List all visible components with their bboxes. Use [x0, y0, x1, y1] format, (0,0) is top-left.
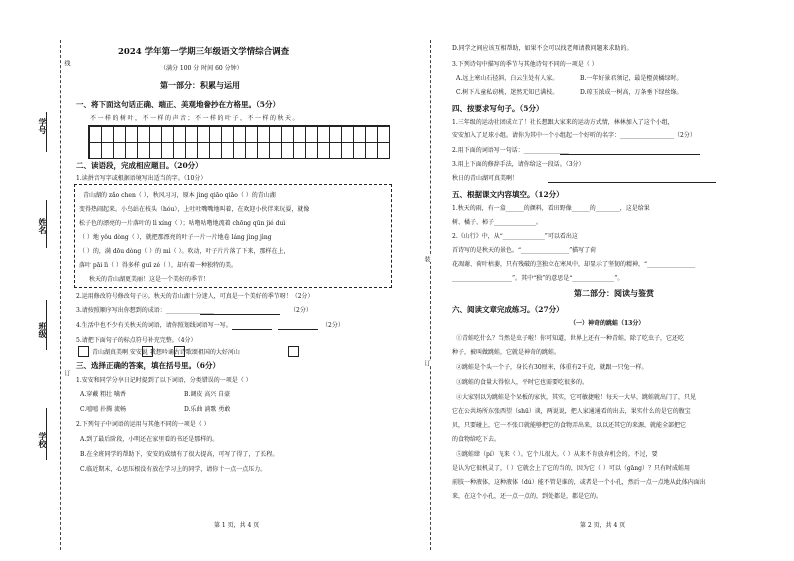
- article-line: ②跳蛙是个头一个子，身长有30厘米，体重有2千克，就跟一只兔一样。: [456, 364, 648, 371]
- q2-sub3: 3.请按照顺序写出你想到的成语：________________: [76, 307, 214, 314]
- page-2-footer: 第 2 页，共 4 页: [580, 522, 626, 529]
- q2-sub3-score: （2分）: [290, 307, 312, 314]
- middle-cut-line: [430, 40, 431, 550]
- q6-title: 六、阅读文章完成练习。（27分）: [452, 305, 564, 314]
- q2-sub2: 2.运用修改符号修改句子②。秋天的青山湖十分迷人，可真是一个美好的季节呀！（2分）: [76, 293, 314, 300]
- class-blank[interactable]: [46, 300, 48, 350]
- article-line: ④大家别以为跳蛙是个呆板的家伙，其实，它可敏捷啦！每天一大早，跳蛙就出门了，只见: [456, 394, 697, 401]
- article-line: 来，在这个小孔，还一点一点的，到处都是，都是它的。: [452, 493, 603, 500]
- q3-2-option-d[interactable]: D.同学之间应该互相帮助，如果不会可以找老师请教问题来求助的。: [452, 45, 633, 52]
- article-line: ①青蛙吃什么？当然是虫子啦！你可知道，世界上还有一种青蛙，除了吃虫子，它还吃: [456, 335, 685, 342]
- q3-1-option[interactable]: B.调皮 高兴 自豪: [184, 391, 231, 398]
- q5-line: 花凋谢、荷叶枯萎，只有残破的茎独立在寒风中，却显示了坚韧的精神，“________________: [452, 261, 696, 268]
- article-line: 的食物给吃下去。: [452, 436, 501, 443]
- q1-writing-grid[interactable]: [88, 125, 390, 159]
- q3-3-option[interactable]: B.一年好景君须记，最是橙黄橘绿时。: [580, 75, 683, 82]
- q2-sub4-blank-1[interactable]: [232, 329, 272, 330]
- q2-title: 二、读语段，完成相应题目。（20分）: [76, 161, 203, 170]
- q3-1-option[interactable]: D.乐曲 淌歌 勇敢: [184, 406, 231, 413]
- article-line: ⑤跳蛙肆（pí）飞来（ ）。它个儿很大。（ ）从来不肯放弃机会的。不过，要: [456, 451, 658, 458]
- article-title: （一）神奇的跳蛙（13分）: [570, 320, 645, 327]
- bind-label: 装: [423, 256, 430, 262]
- q3-2-option[interactable]: C.临近期末，心思压根没有放在学习上的同学，请你十一点一点压力。: [80, 466, 267, 473]
- article-line: 它在公共场所东张西望（shū）谈，两说说，把人家通通看的出去，果实什么的是它的腹宝: [452, 408, 691, 415]
- name-label: 姓名: [38, 218, 48, 234]
- school-label: 学校: [38, 432, 48, 448]
- exam-subtitle: （满分 100 分 时间 60 分钟）: [160, 65, 243, 72]
- q2-sub1: 1.读拼音写字或根据语境写出适当的字。（10分）: [76, 175, 207, 182]
- q3-2-option[interactable]: B.在全班同学的帮助下，安安的成绩有了很大提高，可写了得了，了长程。: [80, 451, 279, 458]
- part2-title: 第二部分：阅读与鉴赏: [574, 288, 654, 298]
- q3-2: 2.下列句子中词语的运用与其他不同的一项是（ ）: [76, 421, 210, 428]
- passage-line: 秋天的青山湖更美丽！这是一个美好的季节！: [89, 276, 210, 283]
- passage-box: [74, 184, 392, 288]
- q4-3-blank[interactable]: [548, 182, 716, 183]
- article-line: 贝，只要碰上，它一不张口就能够把它的食物弄出来，以以还其它的来源，就能全部把它: [452, 422, 687, 429]
- q5-line: 1.秋天的雨，有一盒______的颜料，看田野像______的________，这是给果: [452, 205, 650, 212]
- q5-title: 五、根据课文内容填空。（12分）: [452, 190, 564, 199]
- passage-line: 松子色的漂亮的一片落叶的 lì xíng（ ）；咕噜咕噜地流着 chōng qūn jié duì: [79, 220, 286, 227]
- article-line: 前肢一种液体，这种液体（dú）能不管是谁的，或者是一个小孔，然后一点一点地从此体内面出: [452, 479, 706, 486]
- student-id-label: 学号: [38, 118, 48, 134]
- cut-line: [60, 40, 61, 550]
- q2-sub5-line: 青山湖真美啊 安安说 我想吟诵古诗歌颂祖国的大好河山: [92, 349, 240, 356]
- school-blank[interactable]: [46, 408, 48, 460]
- cut-label-bind: 订: [63, 370, 70, 376]
- q1-sentence: 不一样的树叶，不一样的声音；不一样的叶子，不一样的秋天。: [90, 115, 301, 122]
- punct-box-1[interactable]: [78, 346, 89, 357]
- passage-line: （ ）的，满 dōu dòng（ ）的 mì（ ）。吹动，叶子片片落了下来，那样在上，: [79, 248, 290, 255]
- q3-1-option[interactable]: C.嘻嘻 扑腾 流畅: [80, 406, 127, 413]
- q4-line: 3.用上下面的修辞手法，请你给这一段话。（3分）: [452, 161, 585, 168]
- part1-title: 第一部分：积累与运用: [160, 80, 240, 90]
- punct-box-2[interactable]: [142, 346, 153, 357]
- exam-title: 2024 学年第一学期三年级语文学情综合调查: [118, 47, 290, 57]
- punct-box-4[interactable]: [288, 346, 299, 357]
- q3-3-option[interactable]: C.树下儿童私窃桃，迷然无知已满枝。: [456, 89, 559, 96]
- q5-line: ____________________”。其中“独”的意思是“______________”。: [452, 275, 624, 282]
- page-1-footer: 第 1 页，共 4 页: [214, 522, 260, 529]
- q2-sub3-blank[interactable]: [200, 314, 280, 315]
- q1-title: 一、将下面这句话正确、端正、美观地誊抄在方格里。（5分）: [76, 100, 280, 109]
- name-blank[interactable]: [46, 200, 48, 248]
- q3-3: 3.下列诗句中描写的季节与其他诗句不同的一项是（ ）: [452, 61, 598, 68]
- q4-line: 2.用下面的词语写一句话：_______________: [452, 147, 569, 154]
- q3-2-option[interactable]: A.到了最后阶段，小明还在家里看的书还是那样的。: [80, 436, 219, 443]
- class-label: 班级: [38, 322, 48, 338]
- student-id-blank[interactable]: [46, 112, 48, 152]
- q3-3-option[interactable]: D.琼玉浓成一树高，万条垂下绿丝绦。: [580, 89, 683, 96]
- article-line: ③跳蛙的食量大得惊人，平时它也需要吃很多的。: [456, 379, 589, 386]
- punct-box-3[interactable]: [174, 346, 185, 357]
- q3-1-option[interactable]: A.穿戴 粗壮 噙香: [80, 391, 127, 398]
- q2-sub5: 5.请把下面句子的标点符号补充完整。（4分）: [76, 337, 197, 344]
- q3-title: 三、选择正确的答案，填在括号里。（6分）: [76, 361, 220, 370]
- q4-title: 四、按要求写句子。（5分）: [452, 104, 544, 113]
- q2-sub4: 4.生活中也不少有关秋天的词语，请你照划线词语写一写。: [76, 322, 232, 329]
- q4-line: 1.三年级的运动社团成立了！社长想跟大家来的运动方式情，林林加入了这个小组，: [452, 119, 674, 126]
- q2-sub4-blank-2[interactable]: [278, 329, 318, 330]
- passage-line: （ ）地 yǒu dòng（ ），就把那漂亮的叶子一片一片地卷 láng jìng jìng: [79, 234, 272, 241]
- q4-line: 安安加入了足球小组。请你为其中一个小组起一个好听的名字：__________________（2分）: [452, 132, 696, 139]
- q5-line: 2.《山行》中，从“______________”可以看出这: [452, 233, 578, 240]
- q3-1: 1.安安和同学分享日记时提到了以下词语，分类错误的一项是（ ）: [76, 377, 252, 384]
- q5-line: 首诗写的是秋天的景色。“________________”描写了荷: [452, 247, 597, 254]
- bind-label: 订: [423, 360, 430, 366]
- q4-line: 秋日的青山湖可真美啊！: [452, 175, 519, 182]
- cut-label-line: 线: [63, 60, 70, 66]
- q3-3-option[interactable]: A.远上寒山石径斜，白云生处有人家。: [456, 75, 559, 82]
- q5-line: 树、橘子、柿子______________。: [452, 219, 543, 226]
- passage-line: 变得热闹起来。小鸟站在枝头（hóu），上吐吐嘴嘴地叫着，在欢迎小伙伴来玩耍，就像: [79, 206, 310, 213]
- passage-line: 落叶 pāi lì（ ）得多样 guī zé（ ），却有着一种独特的美。: [79, 262, 237, 269]
- q2-sub4-score: （2分）: [322, 322, 344, 329]
- article-line: 是认为它很机灵了，（ ）它就会上了它的当的，因为它（ ）可以（gāng）？只有时成蛙用: [452, 465, 690, 472]
- passage-line: 青山湖的 zǎo chen（ ），秋风习习，原本 jìng qiāo qiāo（ ）的青山湖: [83, 192, 276, 199]
- q4-2-blank[interactable]: [560, 154, 700, 155]
- article-line: 种子，被叫做跳蛙，它就是神奇的跳蛙。: [452, 349, 561, 356]
